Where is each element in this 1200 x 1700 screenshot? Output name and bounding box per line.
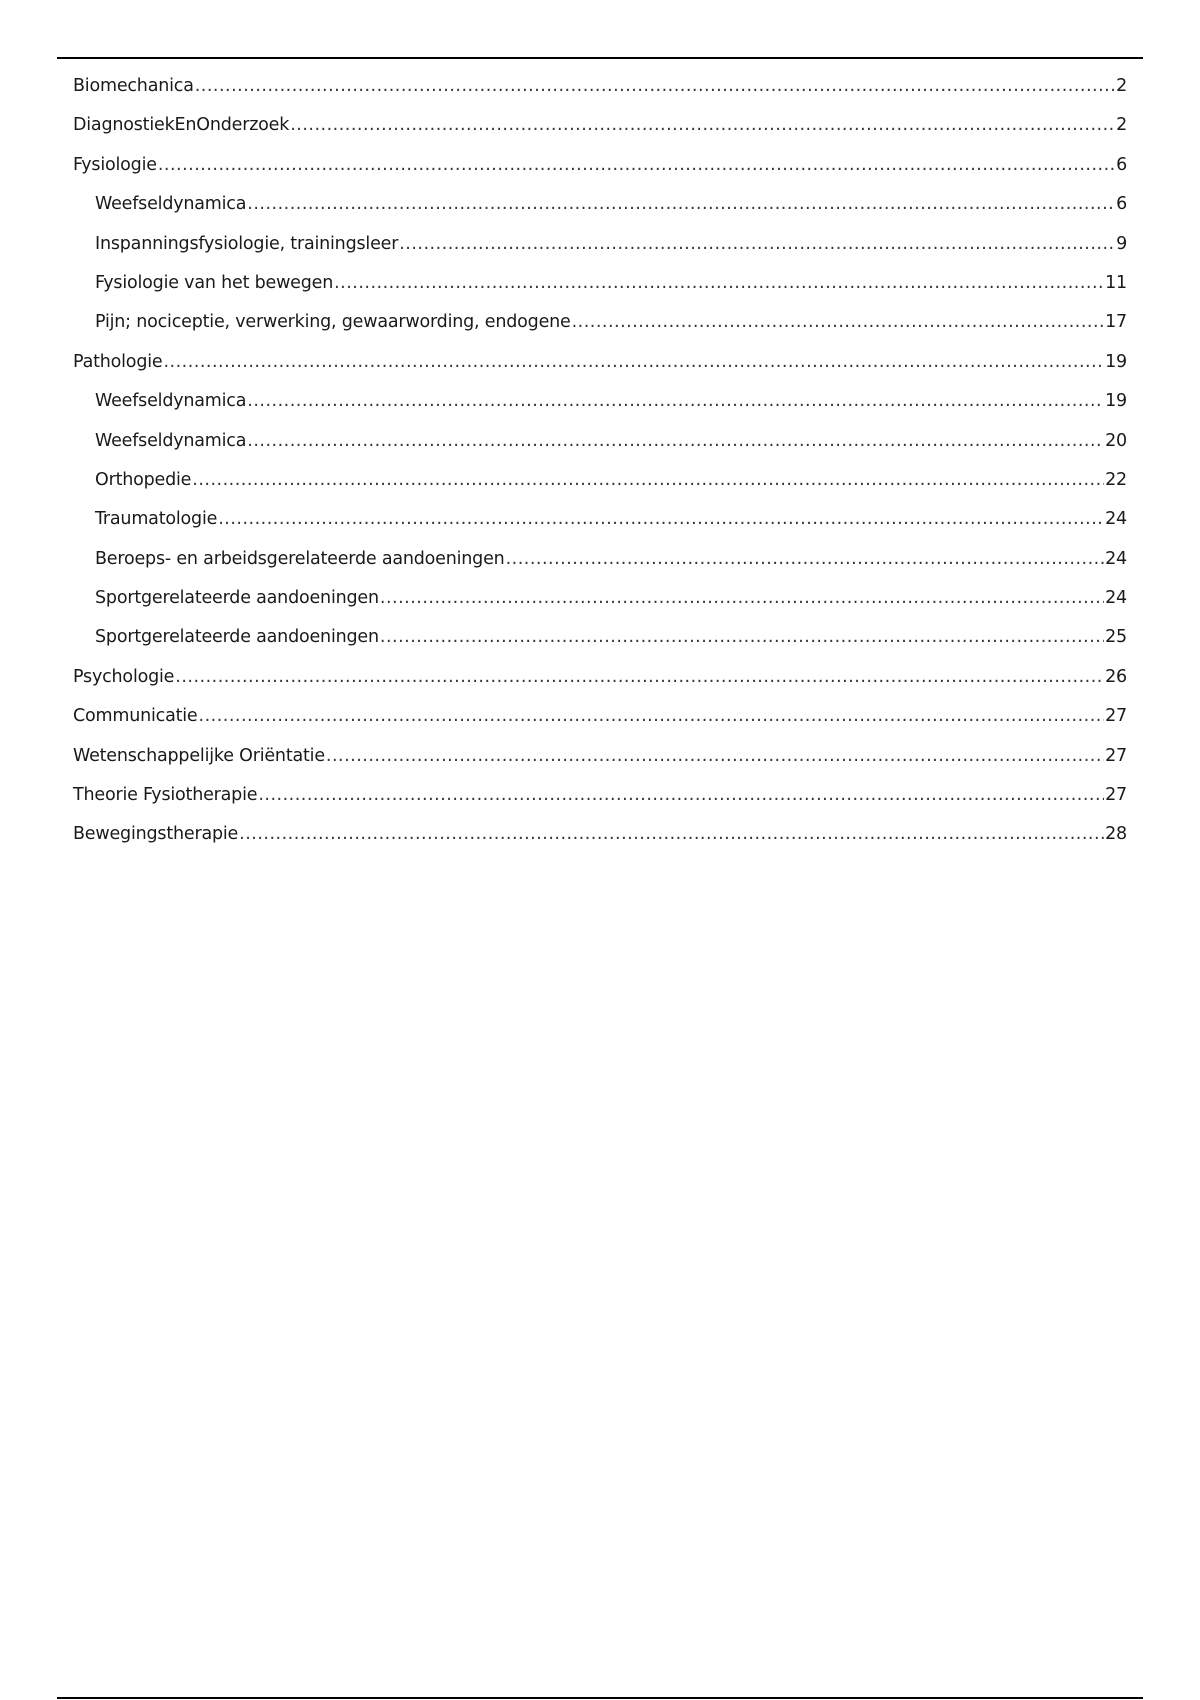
toc-subentry[interactable] [73,382,1127,421]
toc-entry-title: Fysiologie van het bewegen [95,272,334,293]
toc-entry-title: Weefseldynamica [95,194,247,215]
toc-entry-page: 26 [1105,666,1127,687]
toc-dot-leader [247,185,1115,224]
toc-entry-page: 20 [1105,430,1127,451]
toc-subentry[interactable] [73,264,1127,303]
toc-subentry[interactable] [73,540,1127,579]
toc-dot-leader [380,579,1104,618]
toc-entry-page: 6 [1116,154,1127,175]
toc-entry-page: 9 [1116,233,1127,254]
toc-entry[interactable] [73,343,1127,382]
header-rule [57,57,1143,59]
toc-entry-page: 24 [1105,588,1127,609]
toc-entry[interactable] [73,697,1127,736]
toc-dot-leader [334,264,1104,303]
toc-dot-leader [163,343,1104,382]
toc-dot-leader [175,658,1104,697]
toc-entry-title: Weefseldynamica [95,430,247,451]
toc-subentry[interactable] [73,500,1127,539]
toc-entry[interactable] [73,815,1127,854]
toc-entry-page: 19 [1105,391,1127,412]
toc-entry-page: 2 [1116,76,1127,96]
toc-subentry[interactable] [73,618,1127,657]
toc-entry-title: Inspanningsfysiologie, trainingsleer [95,233,399,254]
toc-entry-page: 11 [1105,272,1127,293]
toc-subentry[interactable] [73,461,1127,500]
toc-entry-title: Pathologie [73,351,163,372]
toc-entry-title: DiagnostiekEnOnderzoek [73,115,290,136]
table-of-contents [73,67,1127,855]
toc-dot-leader [399,225,1115,264]
toc-entry-title: Bewegingstherapie [73,824,239,845]
toc-entry-title: Pijn; nociceptie, verwerking, gewaarwording, endogene [95,312,571,333]
toc-dot-leader [192,461,1104,500]
toc-entry-page: 27 [1105,745,1127,766]
toc-subentry[interactable] [73,303,1127,342]
toc-entry-page: 24 [1105,548,1127,569]
toc-entry-page: 17 [1105,312,1127,333]
toc-subentry[interactable] [73,422,1127,461]
toc-dot-leader [158,146,1115,185]
toc-subentry[interactable] [73,225,1127,264]
toc-entry-page: 25 [1105,627,1127,648]
toc-entry[interactable] [73,146,1127,185]
toc-dot-leader [326,737,1104,776]
toc-entry-title: Beroeps- en arbeidsgerelateerde aandoeningen [95,548,505,569]
toc-entry-page: 24 [1105,509,1127,530]
toc-entry[interactable] [73,776,1127,815]
toc-entry-title: Orthopedie [95,469,192,490]
toc-dot-leader [199,697,1105,736]
toc-entry-page: 27 [1105,785,1127,806]
toc-entry-title: Weefseldynamica [95,391,247,412]
toc-dot-leader [506,540,1105,579]
toc-entry[interactable] [73,658,1127,697]
toc-entry-title: Biomechanica [73,76,194,96]
toc-dot-leader [380,618,1104,657]
toc-entry-page: 6 [1116,194,1127,215]
toc-dot-leader [290,106,1115,145]
toc-dot-leader [258,776,1104,815]
toc-entry-title: Sportgerelateerde aandoeningen [95,627,379,648]
toc-entry-title: Traumatologie [95,509,218,530]
toc-entry-page: 22 [1105,469,1127,490]
toc-dot-leader [247,422,1104,461]
toc-entry-title: Theorie Fysiotherapie [73,785,258,806]
toc-dot-leader [247,382,1104,421]
toc-subentry[interactable] [73,185,1127,224]
toc-subentry[interactable] [73,579,1127,618]
toc-entry-title: Sportgerelateerde aandoeningen [95,588,379,609]
toc-entry[interactable] [73,737,1127,776]
toc-dot-leader [218,500,1104,539]
toc-entry-page: 28 [1105,824,1127,845]
footer-rule [57,1697,1143,1699]
toc-dot-leader [239,815,1104,854]
toc-entry-page: 27 [1105,706,1127,727]
toc-entry[interactable] [73,67,1127,106]
toc-entry-page: 19 [1105,351,1127,372]
toc-entry-title: Fysiologie [73,154,157,175]
toc-entry-title: Wetenschappelijke Oriëntatie [73,745,325,766]
toc-entry-title: Communicatie [73,706,198,727]
toc-entry-title: Psychologie [73,666,175,687]
toc-entry-page: 2 [1116,115,1127,136]
toc-entry[interactable] [73,106,1127,145]
toc-dot-leader [195,67,1115,106]
toc-dot-leader [572,303,1105,342]
